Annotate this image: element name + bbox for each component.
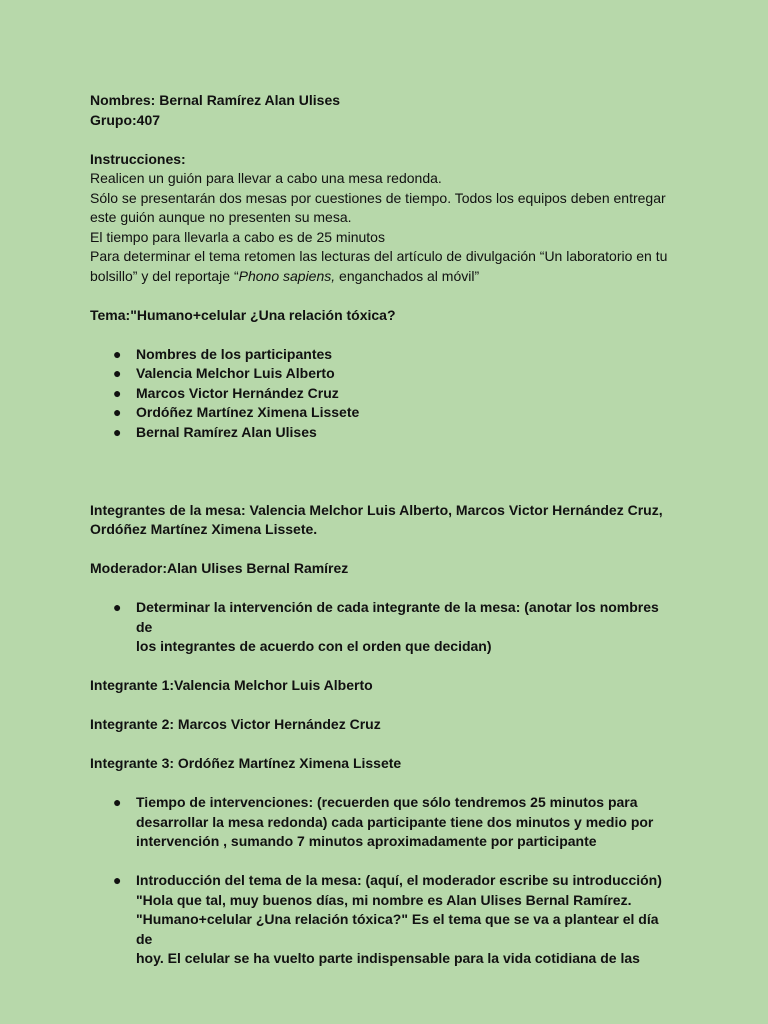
list-item: ● Ordóñez Martínez Ximena Lissete <box>90 403 678 423</box>
bullet-icon: ● <box>113 365 122 381</box>
integrante-3-line: Integrante 3: Ordóñez Martínez Ximena Lissete <box>90 755 402 771</box>
instrucciones-line-6-end: enganchados al móvil” <box>335 267 480 284</box>
bullet-icon: ● <box>113 599 122 615</box>
bullet-icon: ● <box>113 423 122 440</box>
instrucciones-line-3: este guión aunque no presenten su mesa. <box>90 209 352 225</box>
list-item: ● Nombres de los participantes <box>90 345 678 365</box>
instrucciones-line-1: Realicen un guión para llevar a cabo una mesa redonda. <box>90 170 442 186</box>
integrantes-mesa-line-1: Integrantes de la mesa: Valencia Melchor Luis Alberto, Marcos Victor Hernández Cruz, <box>90 501 663 518</box>
moderador-line: Moderador:Alan Ulises Bernal Ramírez <box>90 560 349 576</box>
participantes-list <box>90 345 678 443</box>
bullet-icon: ● <box>113 794 122 810</box>
integrante-2-line: Integrante 2: Marcos Victor Hernández Cruz <box>90 716 381 732</box>
instrucciones-line-6-start: bolsillo” y del reportaje “ <box>90 267 239 284</box>
list-item: ● Introducción del tema de la mesa: (aquí, el moderador escribe su introducción) "Hola que tal, muy buenos días, mi nombre es Alan Ulises Bernal Ramírez. "Humano+celular ¿Una relación tóxica?" Es el tema que se va a plantear el día de hoy. El celular se ha vuelto parte indispensable para la vida cotidiana de las <box>113 872 662 966</box>
grupo-line: Grupo:407 <box>90 111 161 128</box>
integrante-1-line: Integrante 1:Valencia Melchor Luis Alberto <box>90 677 373 693</box>
instrucciones-heading: Instrucciones: <box>90 150 186 167</box>
integrantes-mesa-line-2: Ordóñez Martínez Ximena Lissete. <box>90 521 318 537</box>
list-item: ● Tiempo de intervenciones: (recuerden que sólo tendremos 25 minutos para desarrollar la mesa redonda) cada participante tiene dos minutos y medio por intervención , sumando 7 minutos aproximadamente por participante <box>113 794 654 849</box>
instrucciones-line-6 <box>90 267 678 287</box>
bullet-icon: ● <box>113 404 122 420</box>
bullet-icon: ● <box>113 872 122 888</box>
list-item: ● Bernal Ramírez Alan Ulises <box>90 423 678 443</box>
tiempo-list <box>90 793 678 852</box>
determinar-list <box>90 598 678 657</box>
list-item: ● Marcos Victor Hernández Cruz <box>90 384 678 404</box>
list-item: ● Determinar la intervención de cada integrante de la mesa: (anotar los nombres de los integrantes de acuerdo con el orden que decidan) <box>113 599 659 654</box>
list-item: ● Valencia Melchor Luis Alberto <box>90 364 678 384</box>
bullet-icon: ● <box>113 345 122 362</box>
bullet-icon: ● <box>113 384 122 401</box>
introduccion-list <box>90 871 678 969</box>
instrucciones-line-5: Para determinar el tema retomen las lecturas del artículo de divulgación “Un laboratorio en tu <box>90 248 668 264</box>
instrucciones-line-6-italic: Phono sapiens, <box>238 267 336 284</box>
instrucciones-line-4: El tiempo para llevarla a cabo es de 25 minutos <box>90 228 385 245</box>
tema-line: Tema:"Humano+celular ¿Una relación tóxica? <box>90 306 396 323</box>
nombres-line: Nombres: Bernal Ramírez Alan Ulises <box>90 92 341 108</box>
instrucciones-line-2: Sólo se presentarán dos mesas por cuestiones de tiempo. Todos los equipos deben entregar <box>90 189 666 206</box>
